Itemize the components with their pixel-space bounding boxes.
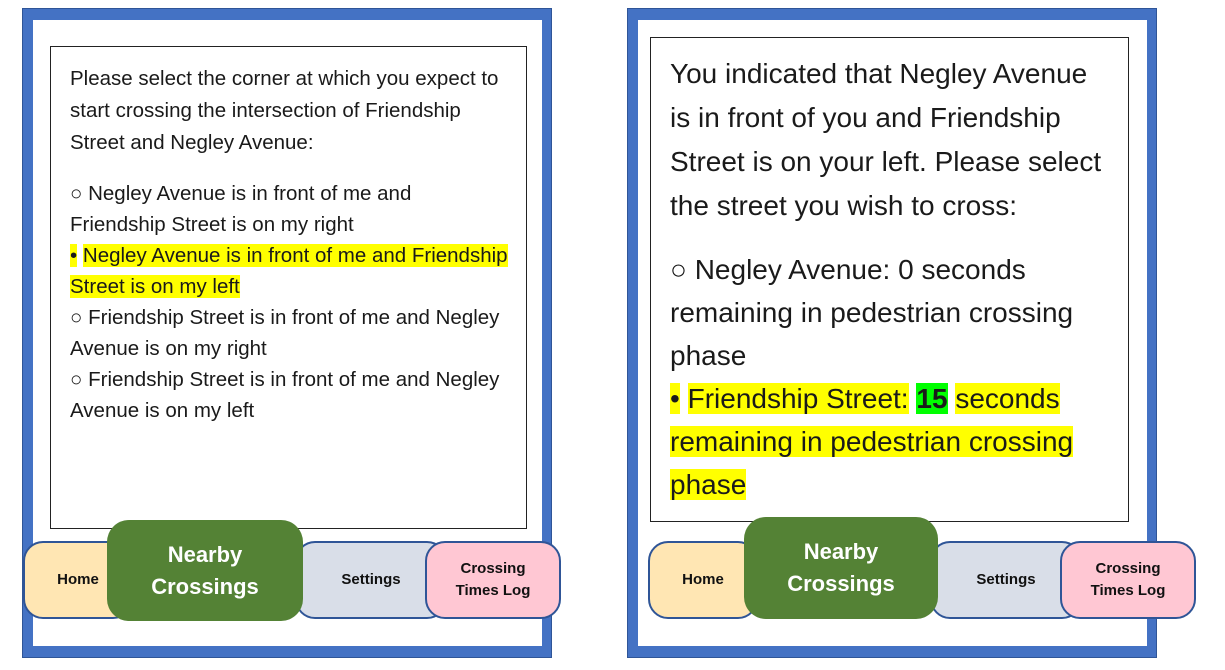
nearby-crossings-tab[interactable] bbox=[744, 517, 938, 619]
crossing-times-log-tab[interactable] bbox=[425, 541, 561, 619]
crossing-times-log-label bbox=[1091, 558, 1166, 602]
log-line-1: Crossing bbox=[460, 560, 526, 577]
home-tab-label: Home bbox=[57, 571, 99, 588]
corner-option-4[interactable] bbox=[70, 364, 508, 426]
street-name: Friendship Street: bbox=[687, 383, 909, 414]
settings-tab-label: Settings bbox=[976, 571, 1036, 588]
street-option-negley[interactable] bbox=[670, 248, 1110, 377]
nearby-line-1: Nearby bbox=[803, 539, 879, 564]
street-name: Negley Avenue: bbox=[694, 254, 891, 285]
radio-empty-icon: ○ bbox=[70, 306, 83, 329]
nearby-crossings-label bbox=[151, 539, 259, 603]
radio-selected-icon: • bbox=[670, 383, 680, 414]
radio-empty-icon: ○ bbox=[70, 182, 83, 205]
log-line-2: Times Log bbox=[455, 582, 531, 599]
crossing-times-log-label bbox=[456, 558, 531, 602]
nearby-line-2: Crossings bbox=[787, 571, 895, 596]
seconds-remaining-label: seconds remaining in pedestrian crossing phase bbox=[670, 383, 1074, 500]
radio-selected-icon: • bbox=[70, 244, 78, 267]
nearby-crossings-tab[interactable] bbox=[107, 520, 303, 621]
corner-options-list bbox=[70, 178, 508, 426]
nearby-crossings-label bbox=[787, 536, 895, 600]
corner-option-3[interactable] bbox=[70, 302, 508, 364]
radio-empty-icon: ○ bbox=[70, 368, 83, 391]
corner-selection-panel bbox=[50, 46, 527, 529]
corner-option-label: Friendship Street is in front of me and Negley Avenue is on my left bbox=[70, 368, 500, 422]
corner-option-label: Negley Avenue is in front of me and Friendship Street is on my right bbox=[70, 182, 412, 236]
right-phone-frame bbox=[627, 8, 1166, 658]
home-tab-label: Home bbox=[682, 571, 724, 588]
corner-option-2[interactable] bbox=[70, 240, 508, 302]
street-selection-panel bbox=[650, 37, 1129, 522]
corner-option-1[interactable] bbox=[70, 178, 508, 240]
nearby-line-2: Crossings bbox=[151, 573, 259, 599]
corner-option-label: Friendship Street is in front of me and Negley Avenue is on my right bbox=[70, 306, 500, 360]
street-options-list bbox=[670, 248, 1110, 506]
nearby-line-1: Nearby bbox=[167, 541, 243, 567]
seconds-remaining-count: 15 bbox=[916, 383, 948, 414]
radio-empty-icon: ○ bbox=[670, 254, 687, 285]
corner-prompt: Please select the corner at which you expect to start crossing the intersection of Friendship Street and Negley Avenue: bbox=[70, 67, 499, 154]
log-line-1: Crossing bbox=[1095, 560, 1161, 577]
settings-tab-label: Settings bbox=[341, 571, 401, 588]
left-phone-frame bbox=[22, 8, 552, 658]
seconds-remaining-count: 0 bbox=[898, 254, 914, 285]
home-tab[interactable] bbox=[648, 541, 758, 619]
street-prompt: You indicated that Negley Avenue is in front of you and Friendship Street is on your left. Please select the street you wish to cross: bbox=[670, 58, 1102, 221]
corner-option-label: Negley Avenue is in front of me and Friendship Street is on my left bbox=[70, 244, 508, 298]
crossing-times-log-tab[interactable] bbox=[1060, 541, 1196, 619]
log-line-2: Times Log bbox=[1090, 582, 1166, 599]
street-option-friendship[interactable] bbox=[670, 377, 1110, 506]
seconds-remaining-label: seconds remaining in pedestrian crossing phase bbox=[670, 254, 1074, 371]
